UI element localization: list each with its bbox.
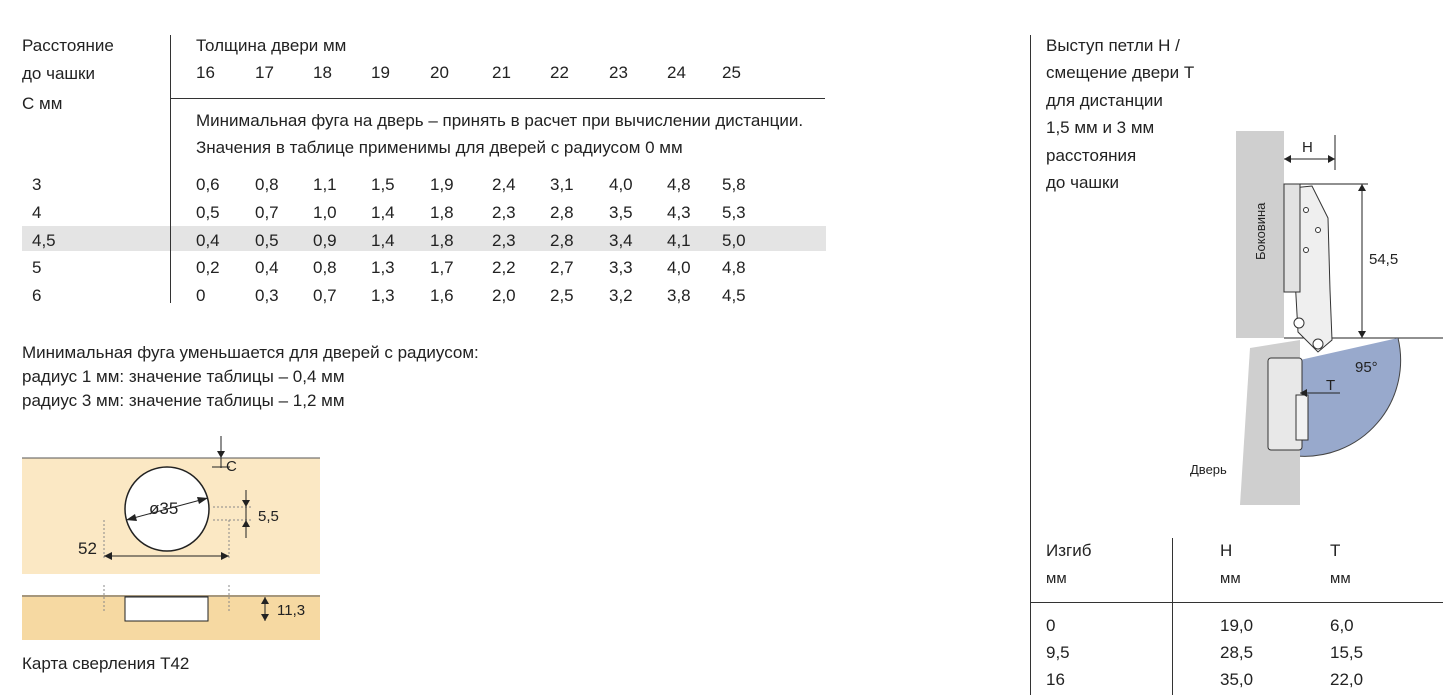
bend-table-cell: 19,0: [1220, 616, 1254, 635]
label-11-3: 11,3: [277, 602, 306, 619]
cup-distance-cell: 6: [32, 286, 42, 305]
gap-value-cell: 1,3: [371, 258, 395, 277]
hinge-pivot-2: [1313, 339, 1323, 349]
gap-table-header-divider: [170, 98, 825, 99]
label-side-panel: Боковина: [1253, 202, 1268, 260]
gap-value-cell: 0,9: [313, 231, 337, 250]
gap-value-cell: 1,8: [430, 231, 454, 250]
overlay-description-line: смещение двери T: [1046, 63, 1195, 82]
hinge-pivot-1: [1294, 318, 1304, 328]
dim-h-arrow-left: [1284, 155, 1291, 163]
gap-value-cell: 1,1: [313, 175, 337, 194]
gap-value-cell: 0,2: [196, 258, 220, 277]
door-thickness-20: 20: [430, 63, 449, 82]
door-thickness-21: 21: [492, 63, 511, 82]
gap-value-cell: 0,5: [196, 203, 220, 222]
gap-value-cell: 1,5: [371, 175, 395, 194]
gap-value-cell: 3,5: [609, 203, 633, 222]
gap-value-cell: 3,3: [609, 258, 633, 277]
door-thickness-title: Толщина двери мм: [196, 36, 347, 55]
radius-note-line-2: радиус 1 мм: значение таблицы – 0,4 мм: [22, 367, 345, 386]
door-thickness-18: 18: [313, 63, 332, 82]
bend-table-cell: 16: [1046, 670, 1065, 689]
cup-pocket: [125, 597, 208, 621]
hinge-cup-flange: [1296, 395, 1308, 440]
door-sweep-area: [1297, 338, 1401, 456]
gap-value-cell: 0,5: [255, 231, 279, 250]
overlay-description-line: до чашки: [1046, 173, 1119, 192]
bend-table-vertical-divider: [1172, 538, 1173, 695]
gap-value-cell: 2,8: [550, 231, 574, 250]
gap-value-cell: 2,3: [492, 231, 516, 250]
gap-value-cell: 4,1: [667, 231, 691, 250]
gap-value-cell: 3,1: [550, 175, 574, 194]
gap-note-line-2: Значения в таблице применимы для дверей с радиусом 0 мм: [196, 138, 683, 157]
label-h: H: [1302, 139, 1313, 156]
label-angle: 95°: [1355, 359, 1378, 376]
gap-value-cell: 1,6: [430, 286, 454, 305]
gap-value-cell: 3,2: [609, 286, 633, 305]
gap-value-cell: 1,0: [313, 203, 337, 222]
gap-value-cell: 1,3: [371, 286, 395, 305]
bend-table-cell: 28,5: [1220, 643, 1254, 662]
c-dim-arrow: [217, 451, 225, 458]
gap-value-cell: 2,7: [550, 258, 574, 277]
door-thickness-23: 23: [609, 63, 628, 82]
gap-value-cell: 5,0: [722, 231, 746, 250]
hinge-screw-3: [1316, 228, 1321, 233]
label-52: 52: [78, 539, 97, 558]
bend-table-cell: 6,0: [1330, 616, 1354, 635]
gap-value-cell: 0,3: [255, 286, 279, 305]
bend-table-cell: 35,0: [1220, 670, 1254, 689]
gap-value-cell: 0: [196, 286, 206, 305]
dim-54-5-arrow-bottom: [1358, 331, 1366, 338]
bend-table-header-unit: мм: [1220, 570, 1241, 587]
door-thickness-17: 17: [255, 63, 274, 82]
door-thickness-16: 16: [196, 63, 215, 82]
gap-table-vertical-divider: [170, 35, 171, 303]
overlay-description-line: расстояния: [1046, 146, 1137, 165]
gap-value-cell: 1,9: [430, 175, 454, 194]
gap-value-cell: 4,8: [722, 258, 746, 277]
gap-value-cell: 0,4: [255, 258, 279, 277]
gap-value-cell: 0,7: [313, 286, 337, 305]
label-t: T: [1326, 377, 1336, 394]
bend-table-header-unit: мм: [1330, 570, 1351, 587]
gap-note-line-1: Минимальная фуга на дверь – принять в расчет при вычислении дистанции.: [196, 111, 804, 130]
highlighted-row-background: [22, 226, 826, 251]
bend-table-cell: 22,0: [1330, 670, 1364, 689]
row-header-line-2: до чашки: [22, 64, 95, 83]
gap-value-cell: 2,2: [492, 258, 516, 277]
gap-value-cell: 3,8: [667, 286, 691, 305]
bend-table-header-name: T: [1330, 541, 1341, 560]
bend-table-cell: 0: [1046, 616, 1056, 635]
radius-note-line-1: Минимальная фуга уменьшается для дверей с радиусом:: [22, 343, 479, 362]
bend-table-cell: 15,5: [1330, 643, 1364, 662]
hinge-mount-plate: [1284, 184, 1300, 292]
gap-value-cell: 0,8: [313, 258, 337, 277]
gap-value-cell: 1,8: [430, 203, 454, 222]
bend-table-header-divider: [1030, 602, 1443, 603]
cup-distance-cell: 4,5: [32, 231, 56, 250]
gap-value-cell: 2,8: [550, 203, 574, 222]
label-54-5: 54,5: [1369, 251, 1399, 268]
gap-value-cell: 2,5: [550, 286, 574, 305]
bend-table-header-name: Изгиб: [1046, 541, 1092, 560]
overlay-description-line: для дистанции: [1046, 91, 1163, 110]
overlay-description-line: 1,5 мм и 3 мм: [1046, 118, 1155, 137]
hinge-screw-1: [1304, 208, 1309, 213]
gap-value-cell: 1,4: [371, 231, 395, 250]
bend-table-header-name: H: [1220, 541, 1233, 560]
door-thickness-24: 24: [667, 63, 686, 82]
gap-value-cell: 0,7: [255, 203, 279, 222]
gap-value-cell: 5,3: [722, 203, 746, 222]
drilling-caption: Карта сверления T42: [22, 654, 190, 673]
bend-table-header-unit: мм: [1046, 570, 1067, 587]
hinge-overlay-diagram: [1183, 125, 1443, 515]
gap-value-cell: 4,0: [609, 175, 633, 194]
gap-value-cell: 4,3: [667, 203, 691, 222]
label-5-5: 5,5: [258, 508, 279, 525]
gap-value-cell: 1,4: [371, 203, 395, 222]
cup-distance-cell: 5: [32, 258, 42, 277]
door-thickness-25: 25: [722, 63, 741, 82]
gap-value-cell: 0,4: [196, 231, 220, 250]
label-c: C: [226, 458, 237, 475]
radius-note-line-3: радиус 3 мм: значение таблицы – 1,2 мм: [22, 391, 345, 410]
gap-value-cell: 0,8: [255, 175, 279, 194]
gap-value-cell: 3,4: [609, 231, 633, 250]
gap-value-cell: 4,5: [722, 286, 746, 305]
gap-value-cell: 5,8: [722, 175, 746, 194]
gap-value-cell: 2,3: [492, 203, 516, 222]
drilling-diagram: [0, 430, 320, 673]
dim-h-arrow-right: [1328, 155, 1335, 163]
cup-distance-cell: 3: [32, 175, 42, 194]
gap-value-cell: 4,8: [667, 175, 691, 194]
row-header-line-1: Расстояние: [22, 36, 114, 55]
label-diameter: ø35: [149, 499, 179, 518]
row-header-line-3: C мм: [22, 94, 63, 113]
overlay-description-line: Выступ петли H /: [1046, 36, 1180, 55]
gap-value-cell: 2,4: [492, 175, 516, 194]
dim-54-5-arrow-top: [1358, 184, 1366, 191]
gap-value-cell: 4,0: [667, 258, 691, 277]
bend-table-cell: 9,5: [1046, 643, 1070, 662]
hinge-screw-2: [1304, 248, 1309, 253]
door-thickness-19: 19: [371, 63, 390, 82]
cup-distance-cell: 4: [32, 203, 42, 222]
right-section-divider: [1030, 35, 1031, 695]
label-door: Дверь: [1190, 462, 1227, 477]
gap-value-cell: 1,7: [430, 258, 454, 277]
door-thickness-22: 22: [550, 63, 569, 82]
gap-value-cell: 2,0: [492, 286, 516, 305]
gap-value-cell: 0,6: [196, 175, 220, 194]
